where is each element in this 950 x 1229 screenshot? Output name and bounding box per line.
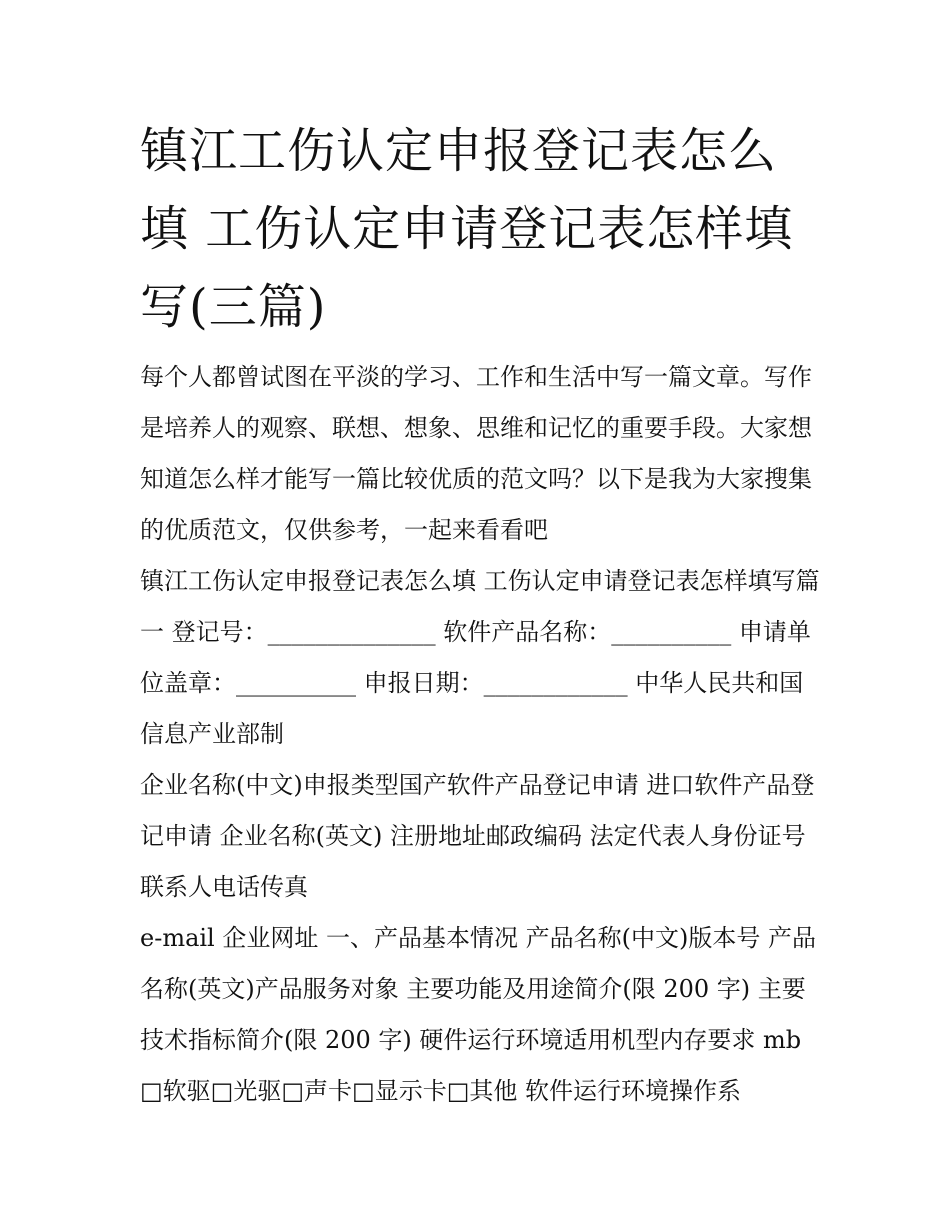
- company-info-paragraph: 企业名称(中文)申报类型国产软件产品登记申请 进口软件产品登记申请 企业名称(英文) 注册地址邮政编码 法定代表人身份证号 联系人电话传真: [140, 771, 815, 901]
- document-title: 镇江工伤认定申报登记表怎么填 工伤认定申请登记表怎样填写(三篇): [140, 123, 794, 335]
- intro-paragraph: 每个人都曾试图在平淡的学习、工作和生活中写一篇文章。写作是培养人的观察、联想、想象、思维和记忆的重要手段。大家想知道怎么样才能写一篇比较优质的范文吗？以下是我为大家搜集的优质范文，仅供参考，一起来看看吧: [140, 363, 812, 544]
- form-header-paragraph: 镇江工伤认定申报登记表怎么填 工伤认定申请登记表怎样填写篇一 登记号：______________ 软件产品名称：__________ 申请单位盖章：__________ 申报日期：____________ 中华人民共和国信息产业部制: [140, 567, 820, 748]
- document-body: [140, 352, 820, 1117]
- product-info-paragraph: e-mail 企业网址 一、产品基本情况 产品名称(中文)版本号 产品名称(英文)产品服务对象 主要功能及用途简介(限 200 字) 主要技术指标简介(限 200 字) 硬件运行环境适用机型内存要求 mb □软驱□光驱□声卡□显示卡□其他 软件运行环境操作系: [140, 924, 816, 1105]
